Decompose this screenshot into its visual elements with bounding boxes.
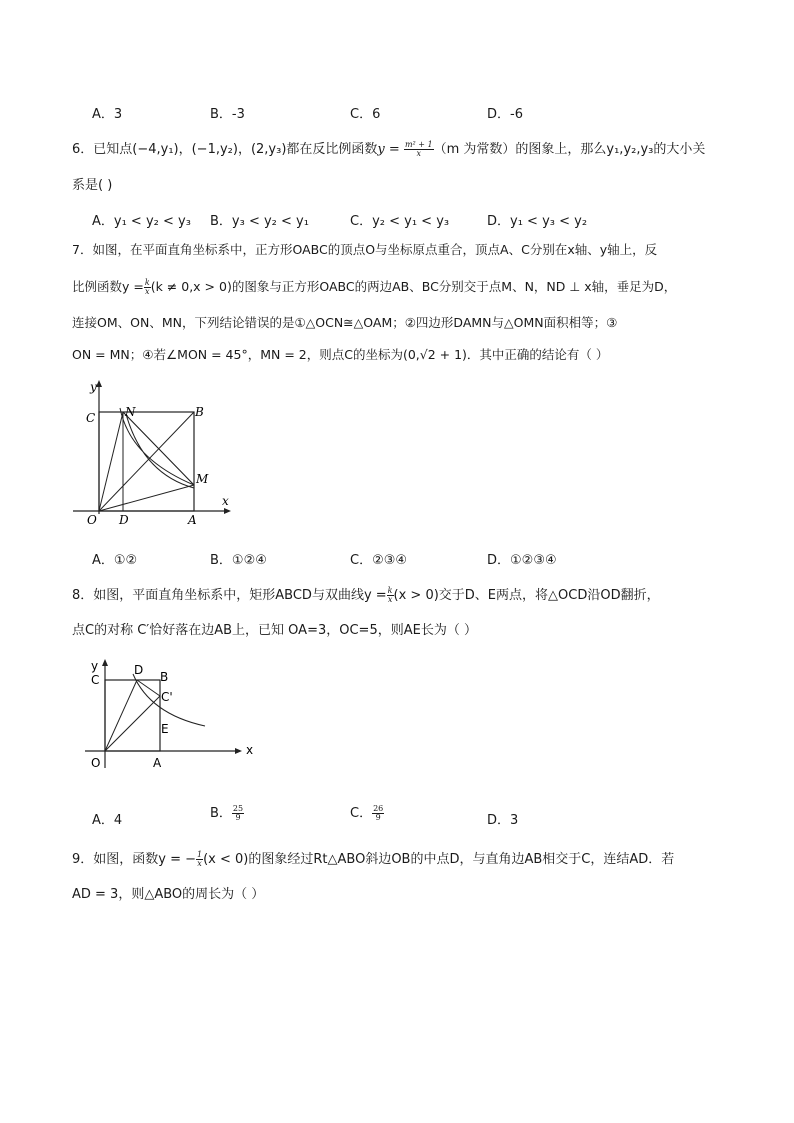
q6-option-b: B．y₃ < y₂ < y₁ <box>210 214 309 229</box>
q6-stem-part-2: （m 为常数）的图象上，那么y₁,y₂,y₃的大小关 <box>433 142 706 157</box>
q8-line-2: 点C的对称 C′恰好落在边AB上，已知 OA=3，OC=5，则AE长为（ ） <box>72 623 477 638</box>
q6-stem-part-1: 6．已知点(−4,y₁)，(−1,y₂)，(2,y₃)都在反比例函数 <box>72 142 378 157</box>
q7-figure <box>68 378 238 528</box>
q7-label-d: D <box>119 513 129 527</box>
q6-option-c: C．y₂ < y₁ < y₃ <box>350 214 450 229</box>
q7-line-4: ON = MN；④若∠MON = 45°，MN = 2，则点C的坐标为(0,√2 + 1)．其中正确的结论有（ ） <box>72 347 609 362</box>
q7-line-1: 7．如图，在平面直角坐标系中，正方形OABC的顶点O与坐标原点重合，顶点A、C分别在x轴、y轴上，反 <box>72 242 658 257</box>
q5-option-d: D．-6 <box>487 107 523 122</box>
q8-y-arrow <box>102 659 108 666</box>
q5-option-c: C．6 <box>350 107 381 122</box>
q5-option-a: A．3 <box>92 107 123 122</box>
q7-fraction: $\frac{k}{x}$ <box>144 278 150 296</box>
q6-stem-line-2: 系是( ) <box>72 178 113 193</box>
q8-option-d: D．3 <box>487 813 519 828</box>
q9-line-2: AD = 3，则△ABO的周长为（ ） <box>72 887 265 902</box>
q7-option-c: C．②③④ <box>350 553 408 568</box>
q8-option-c: C． $\frac{26}{9}$ <box>350 804 384 822</box>
q8-option-b: B． $\frac{25}{9}$ <box>210 804 244 822</box>
q9-fraction: $\frac{1}{x}$ <box>197 850 203 868</box>
q7-label-y: y <box>90 380 97 394</box>
q8-option-b-fraction: $\frac{25}{9}$ <box>232 804 244 822</box>
q9-line-1: 9．如图，函数y = − $\frac{1}{x}$ (x < 0)的图象经过Rt△ABO斜边OB的中点D，与直角边AB相交于C，连结AD．若 <box>72 850 675 868</box>
q6-stem-line-1 <box>72 141 705 159</box>
q8-label-e: E <box>161 722 169 736</box>
q8-option-c-fraction: $\frac{26}{9}$ <box>373 804 384 822</box>
q7-line-on <box>99 412 123 511</box>
q8-option-a: A．4 <box>92 813 123 828</box>
q7-line-3: 连接OM、ON、MN，下列结论错误的是①△OCN≅△OAM；②四边形DAMN与△OMN面积相等；③ <box>72 315 618 330</box>
q8-label-b: B <box>160 670 169 684</box>
q7-diagonal-ob <box>99 412 194 511</box>
q7-option-d: D．①②③④ <box>487 553 557 568</box>
q7-label-c: C <box>86 411 96 425</box>
q7-y-arrow <box>96 380 102 387</box>
q6-option-d: D．y₁ < y₃ < y₂ <box>487 214 588 229</box>
q7-x-arrow <box>224 508 231 514</box>
q8-line-1: 8．如图，平面直角坐标系中，矩形ABCD与双曲线y = $\frac{k}{x}$ (x > 0)交于D、E两点，将△OCD沿OD翻折， <box>72 586 660 604</box>
q6-fraction: $\frac{\text{m² + 1}}{x}$ <box>404 140 433 158</box>
q8-label-c-prime: C' <box>161 690 173 704</box>
q8-fraction: $\frac{k}{x}$ <box>387 586 393 604</box>
q8-figure <box>80 656 260 774</box>
q8-line-od <box>105 680 137 751</box>
q8-x-arrow <box>235 748 242 754</box>
q8-line-oc-prime <box>105 696 160 751</box>
q7-label-a: A <box>188 513 197 527</box>
q7-line-2: 比例函数y = $\frac{k}{x}$ (k ≠ 0,x > 0)的图象与正方形OABC的两边AB、BC分别交于点M、N，ND ⊥ x轴，垂足为D， <box>72 278 677 296</box>
q8-label-c: C <box>91 673 100 687</box>
q7-label-m: M <box>196 472 209 486</box>
q7-label-o: O <box>87 513 97 527</box>
q7-label-b: B <box>195 405 204 419</box>
q8-label-x: x <box>246 743 254 757</box>
q6-option-a: A．y₁ < y₂ < y₃ <box>92 214 191 229</box>
q7-option-a: A．①② <box>92 553 138 568</box>
q7-label-x: x <box>222 494 229 508</box>
q7-line-om <box>99 485 194 511</box>
q8-label-y: y <box>91 659 99 673</box>
q7-option-b: B．①②④ <box>210 553 267 568</box>
q8-label-o: O <box>91 756 101 770</box>
q7-label-n: N <box>125 405 136 419</box>
q5-option-b: B．-3 <box>210 107 245 122</box>
q8-label-d: D <box>134 663 144 677</box>
q8-label-a: A <box>153 756 162 770</box>
q6-func: y = <box>377 142 400 157</box>
